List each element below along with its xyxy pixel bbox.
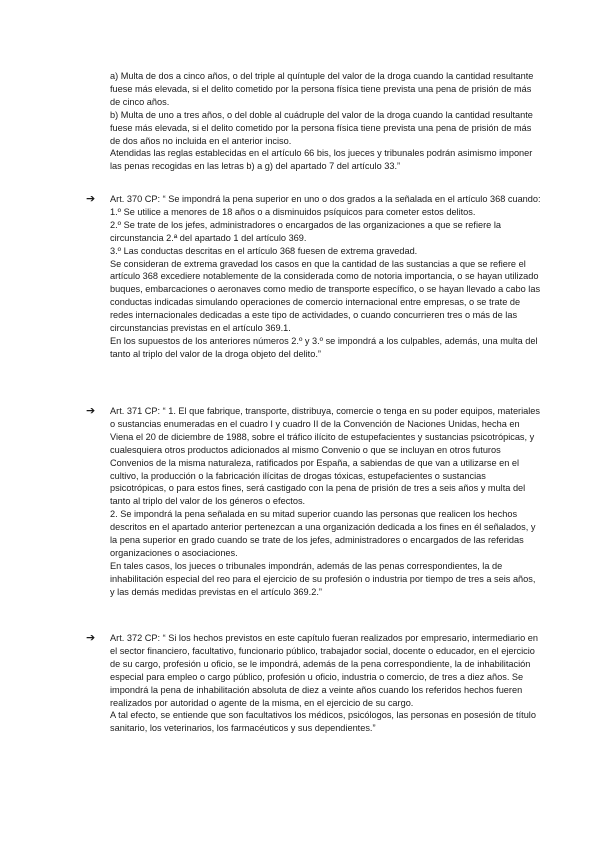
arrow-bullet-icon: ➔ bbox=[86, 405, 96, 417]
intro-paragraph-c: Atendidas las reglas establecidas en el artículo 66 bis, los jueces y tribunales podrán asimismo imponer las penas recogidas en las letras b) a g) del apartado 7 del artículo 33.” bbox=[110, 148, 533, 172]
arrow-bullet-icon: ➔ bbox=[86, 632, 96, 644]
article-370 bbox=[86, 193, 542, 361]
article-370-paragraph: En los supuestos de los anteriores números 2.º y 3.º se impondrá a los culpables, además, una multa del tanto al triplo del valor de la droga objeto del delito.” bbox=[110, 335, 538, 359]
intro-paragraph-b: b) Multa de uno a tres años, o del doble al cuádruple del valor de la droga cuando la cantidad resultante fuese más elevada, si el delito cometido por la persona física tiene prevista una pena de prisión de más de dos años no incluida en el anterior inciso. bbox=[110, 109, 533, 146]
article-371 bbox=[86, 405, 542, 599]
intro-paragraph-a: a) Multa de dos a cinco años, o del triple al quíntuple del valor de la droga cuando la cantidad resultante fuese más elevada, si el delito cometido por la persona física tiene prevista una pena de prisión de más de cinco años. bbox=[110, 71, 534, 107]
article-370-paragraph: 3.º Las conductas descritas en el artículo 368 fuesen de extrema gravedad. bbox=[110, 245, 418, 256]
article-372-body bbox=[110, 632, 542, 735]
article-372-paragraph: Art. 372 CP: “ Si los hechos previstos en este capítulo fueran realizados por empresario, intermediario en el sector financiero, facultativo, funcionario público, trabajador social, docente o educador, en el ejercicio de su cargo, profesión u oficio, se le impondrá, además de la pena correspondiente, la de inhabilitación especial para empleo o cargo público, profesión u oficio, industria o comercio, de tres a diez años. Se impondrá la pena de inhabilitación absoluta de diez a veinte años cuando los referidos hechos fueren realizados por autoridad o agente de la misma, en el ejercicio de su cargo. bbox=[110, 633, 538, 708]
article-370-paragraph: 1.º Se utilice a menores de 18 años o a disminuidos psíquicos para cometer estos delitos. bbox=[110, 206, 476, 217]
article-370-paragraph: Art. 370 CP: “ Se impondrá la pena superior en uno o dos grados a la señalada en el artículo 368 cuando: bbox=[110, 194, 541, 204]
article-372 bbox=[86, 632, 542, 735]
article-370-paragraph: 2.º Se trate de los jefes, administradores o encargados de las organizaciones a que se refiere la circunstancia 2.ª del apartado 1 del artículo 369. bbox=[110, 219, 501, 243]
article-370-paragraph: Se consideran de extrema gravedad los casos en que la cantidad de las sustancias a que se refiere el artículo 368 excediere notablemente de la considerada como de notoria importancia, o se hayan utilizado buques, embarcaciones o aeronaves como medio de transporte específico, o se hayan llevado a cabo las conductas indicadas simulando operaciones de comercio internacional entre empresas, o se trate de redes internacionales dedicadas a este tipo de actividades, o cuando concurrieren tres o más de las circunstancias previstas en el artículo 369.1. bbox=[110, 258, 541, 334]
article-371-paragraph: Art. 371 CP: “ 1. El que fabrique, transporte, distribuya, comercie o tenga en su poder equipos, materiales o sustancias enumeradas en el cuadro I y cuadro II de la Convención de Naciones Unidas, hecha en Viena el 20 de diciembre de 1988, sobre el tráfico ilícito de estupefacientes y sustancias psicotrópicas, y cualesquiera otros productos adicionados al mismo Convenio o que se incluyan en otros futuros Convenios de la misma naturaleza, ratificados por España, a sabiendas de que van a utilizarse en el cultivo, la producción o la fabricación ilícitas de drogas tóxicas, estupefacientes o sustancias psicotrópicas, o para estos fines, será castigado con la pena de prisión de tres a seis años y multa del tanto al triplo del valor de los géneros o efectos. bbox=[110, 406, 541, 507]
intro-block bbox=[110, 70, 540, 173]
article-371-paragraph: En tales casos, los jueces o tribunales impondrán, además de las penas correspondientes, la de inhabilitación especial del reo para el ejercicio de su profesión o industria por tiempo de tres a seis años, y las demás medidas previstas en el artículo 369.2.” bbox=[110, 560, 536, 597]
article-370-body bbox=[110, 193, 542, 361]
article-371-body bbox=[110, 405, 542, 599]
arrow-bullet-icon: ➔ bbox=[86, 193, 96, 205]
article-371-paragraph: 2. Se impondrá la pena señalada en su mitad superior cuando las personas que realicen los hechos descritos en el apartado anterior pertenezcan a una organización dedicada a los fines en él señalados, y la pena superior en grado cuando se trate de los jefes, administradores o encargados de las referidas organizaciones o asociaciones. bbox=[110, 509, 536, 558]
article-372-paragraph: A tal efecto, se entiende que son facultativos los médicos, psicólogos, las personas en posesión de título sanitario, los veterinarios, los farmacéuticos y sus dependientes.” bbox=[110, 710, 536, 734]
